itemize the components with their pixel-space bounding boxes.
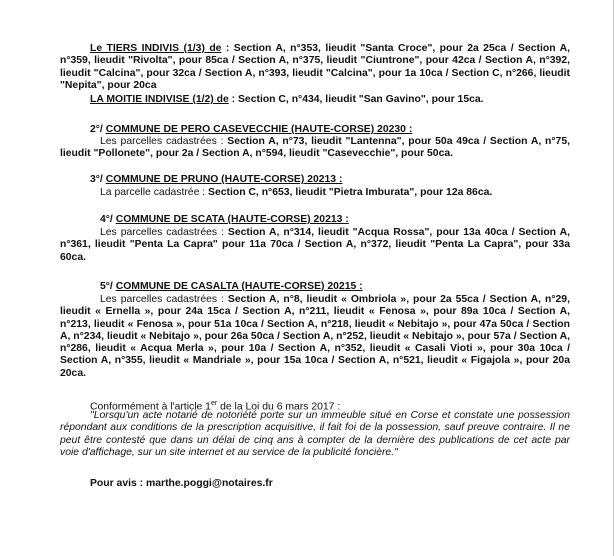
commune-4-intro: Les parcelles cadastrées :	[100, 227, 228, 238]
conformity-text-pre: Conformément à l'article 1	[90, 401, 211, 413]
commune-2-number: 2°/	[90, 124, 103, 135]
commune-3-paragraph	[60, 187, 570, 199]
commune-4-number: 4°/	[100, 214, 113, 225]
commune-3-intro: La parcelle cadastrée :	[100, 187, 209, 198]
tiers-indivis-label: Le TIERS INDIVIS (1/3) de	[90, 43, 222, 54]
commune-5-text: Section A, n°8, lieudit « Ombriola », pour 2a 55ca / Section A, n°29, lieudit « Ernella », pour 24a 15ca / Section A, n°211, lieudit « Fenosa », pour 89a 10ca / Section A, n°213, lieudit « Fenosa », pour 51a 10ca / Section A, n°218, lieudit « Nebitajo », pour 47a 50ca / Section A, n°234, lieudit « Nebitajo », pour 26a 50ca / Section A, n°252, lieudit « Nebitajo », pour 57a / Section A, n°286, lieudit « Acqua Merla », pour 10a / Section A, n°352, lieudit « Casali Vioti », pour 30a 10ca / Section A, n°355, lieudit « Mandriale », pour 15a 10ca / Section A, n°521, lieudit « Figajola », pour 20a 20ca.	[60, 294, 570, 379]
commune-3-title: COMMUNE DE PRUNO (HAUTE-CORSE) 20213 :	[105, 174, 343, 185]
moitie-indivise-label: LA MOITIE INDIVISE (1/2) de	[90, 94, 229, 105]
commune-2-paragraph	[60, 136, 570, 161]
tiers-indivis-paragraph	[60, 43, 570, 92]
commune-2-intro: Les parcelles cadastrées :	[100, 136, 228, 147]
commune-4-title: COMMUNE DE SCATA (HAUTE-CORSE) 20213 :	[115, 214, 349, 225]
moitie-indivise-paragraph	[60, 94, 570, 106]
commune-3-number: 3°/	[90, 174, 103, 185]
commune-3-text: Section C, n°653, lieudit "Pietra Imburata", pour 12a 86ca.	[208, 187, 493, 198]
commune-3-heading	[60, 174, 570, 186]
commune-2-text: Section A, n°73, lieudit "Lantenna", pour 50a 49ca / Section A, n°75, lieudit "Pollonete", pour 2a / Section A, n°594, lieudit "Casevecchie", pour 50ca.	[60, 136, 570, 160]
tiers-indivis-text: : Section A, n°353, lieudit "Santa Croce", pour 2a 25ca / Section A, n°359, lieudit "Rivolta", pour 85ca / Section A, n°375, lieudit "Ciuntrone", pour 42ca / Section A, n°392, lieudit "Calcina", pour 32ca / Section A, n°393, lieudit "Calcina", pour 1a 10ca / Section C, n°266, lieudit "Nepita", pour 20ca	[60, 43, 571, 91]
conformity-superscript: er	[210, 400, 218, 407]
commune-5-heading	[60, 281, 570, 293]
moitie-indivise-text: : Section C, n°434, lieudit "San Gavino", pour 15ca.	[228, 94, 484, 105]
contact-line: Pour avis : marthe.poggi@notaires.fr	[90, 478, 273, 489]
commune-4-text: Section A, n°314, lieudit "Acqua Rossa", pour 13a 40ca / Section A, n°361, lieudit "Penta La Capra" pour 11a 70ca / Section A, n°372, lieudit "Penta La Capra", pour 33a 60ca.	[60, 227, 570, 263]
commune-5-number: 5°/	[100, 281, 113, 292]
commune-2-heading	[60, 124, 570, 136]
law-quote: "Lorsqu'un acte notarié de notoriété porte sur un immeuble situé en Corse et constate une possession répondant aux conditions de la prescription acquisitive, il fait foi de la possession, sauf preuve contraire. Il ne peut être contesté que dans un délai de cinq ans à compter de la dernière des publications de cet acte par voie d'affichage, sur un site internet et au service de la publicité foncière."	[60, 410, 570, 458]
commune-5-intro: Les parcelles cadastrées :	[100, 294, 228, 305]
conformity-text-post: de la Loi du 6 mars 2017 :	[217, 401, 341, 413]
commune-5-paragraph	[60, 294, 570, 380]
commune-4-paragraph	[60, 227, 570, 264]
commune-5-title: COMMUNE DE CASALTA (HAUTE-CORSE) 20215 :	[115, 281, 363, 292]
commune-4-heading	[60, 214, 570, 226]
commune-2-title: COMMUNE DE PERO CASEVECCHIE (HAUTE-CORSE) 20230 :	[105, 124, 413, 135]
